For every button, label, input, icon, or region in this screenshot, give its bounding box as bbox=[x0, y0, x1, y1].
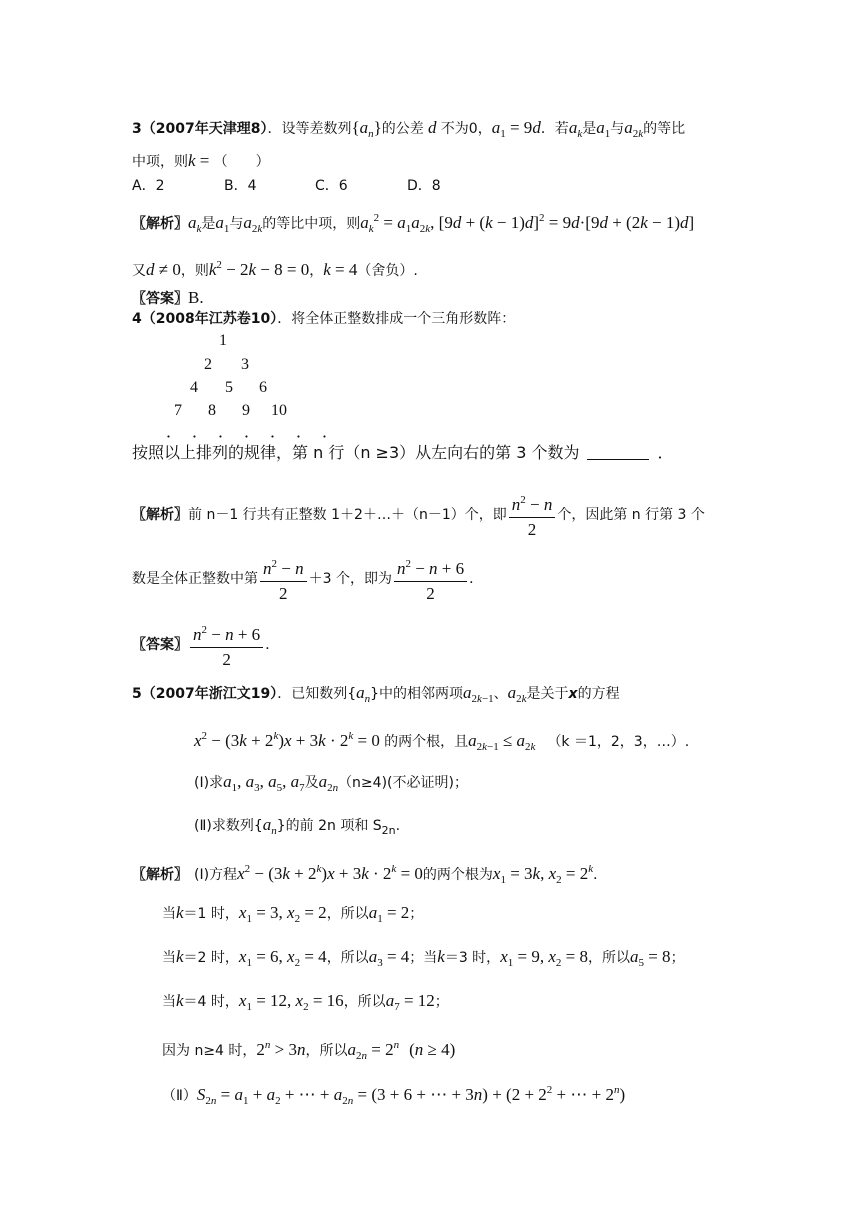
triangle-cell: 4 bbox=[190, 379, 198, 396]
q3-option-a: A．2 bbox=[132, 178, 165, 194]
triangle-ellipsis: ．．．．．．． bbox=[166, 424, 357, 441]
answer-label: 〖答案〗 bbox=[132, 291, 188, 307]
triangle-cell: 8 bbox=[208, 402, 216, 419]
q3-analysis-line2: 又d ≠ 0，则$k^2 - 2k - 8 = 0$，k = 4（舍负）. bbox=[132, 259, 418, 279]
q5-stem-line: 5（2007年浙江文19）．已知数列$\{a_n\}$中的相邻两项$a_{2k-1}$、$a_{2k}$是关于x的方程 bbox=[132, 683, 620, 705]
triangle-cell: 3 bbox=[241, 356, 249, 373]
q5-heading: 5（2007年浙江文19） bbox=[132, 686, 278, 702]
answer-blank bbox=[587, 445, 649, 460]
fraction: $\frac{n^2 - n}{2}$ bbox=[260, 554, 307, 604]
q3-stem-line2: 中项，则k = （ ） bbox=[132, 151, 270, 170]
q4-stem-line: 4（2008年江苏卷10）．将全体正整数排成一个三角形数阵： bbox=[132, 311, 516, 327]
triangle-cell: 10 bbox=[271, 402, 287, 419]
analysis-label: 〖解析〗 bbox=[132, 216, 188, 232]
fraction: $\frac{n^2 - n + 6}{2}$ bbox=[190, 620, 263, 670]
answer-label: 〖答案〗 bbox=[132, 637, 188, 653]
triangle-cell: 9 bbox=[242, 402, 250, 419]
fraction: $\frac{n^2 - n}{2}$ bbox=[509, 490, 556, 540]
triangle-cell: 5 bbox=[225, 379, 233, 396]
triangle-cell: 2 bbox=[204, 356, 212, 373]
analysis-label: 〖解析〗 bbox=[132, 867, 188, 883]
q3-option-d: D．8 bbox=[407, 178, 441, 194]
q3-stem-line: 3（2007年天津理8）．设等差数列$\{a_n\}$的公差 d 不为0，$a_1 = 9d$．若$a_k$是$a_1$与$a_{2k}$的等比 bbox=[132, 118, 686, 140]
q4-analysis-line2: 数是全体正整数中第 $\frac{n^2 - n}{2}$ ＋3 个，即为 $\frac{n^2 - n + 6}{2}$ ． bbox=[132, 554, 483, 604]
q5-case-k1: 当k＝1 时，$x_1 = 3$, $x_2 = 2$，所以$a_1 = 2$； bbox=[162, 903, 424, 925]
q5-part1: (I)求$a_1$, $a_3$, $a_5$, $a_7$及$a_{2n}(n\ge 4)$(不必证明)； bbox=[194, 772, 468, 794]
q5-equation-line: $x^2 - (3k + 2^k)x + 3k \cdot 2^k = 0$ 的两个根，且$a_{2k-1} \le a_{2k}$ （k ＝1，2，3，…）. bbox=[194, 730, 690, 753]
q5-because-line: 因为 n≥4 时，$2^n > 3n$，所以$a_{2n} = 2^n$ (n ≥ 4) bbox=[162, 1039, 456, 1062]
q3-option-b: B．4 bbox=[224, 178, 257, 194]
triangle-cell: 1 bbox=[219, 332, 227, 349]
q5-case-k2-k3: 当k＝2 时，$x_1 = 6$, $x_2 = 4$，所以$a_3 = 4$；当k＝3 时，$x_1 = 9$, $x_2 = 8$，所以$a_5 = 8$； bbox=[162, 947, 685, 969]
q4-analysis: 〖解析〗前 n－1 行共有正整数 1＋2＋…＋（n－1）个，即 $\frac{n^2 - n}{2}$ 个，因此第 n 行第 3 个 bbox=[132, 490, 705, 540]
q4-question: 按照以上排列的规律，第 n 行（n ≥3）从左向右的第 3 个数为 ． bbox=[132, 443, 674, 462]
analysis-label: 〖解析〗 bbox=[132, 507, 188, 523]
q5-case-k4: 当k＝4 时，$x_1 = 12$, $x_2 = 16$，所以$a_7 = 12$； bbox=[162, 991, 449, 1013]
q3-option-c: C．6 bbox=[315, 178, 348, 194]
fraction: $\frac{n^2 - n + 6}{2}$ bbox=[394, 554, 467, 604]
q3-heading: 3（2007年天津理8） bbox=[132, 121, 268, 137]
triangle-cell: 7 bbox=[174, 402, 182, 419]
q4-heading: 4（2008年江苏卷10） bbox=[132, 311, 278, 327]
q3-answer: 〖答案〗B. bbox=[132, 288, 204, 307]
q5-part2: (Ⅱ)求数列$\{a_n\}$的前 2n 项和 $S_{2n}$. bbox=[194, 815, 401, 837]
q3-analysis: 〖解析〗$a_k$是$a_1$与$a_{2k}$的等比中项，则$a_k^2 = a_1a_{2k}$, $[9d + (k - 1)d]^2 = 9d\cdot[9d + (2k - 1)d]$ bbox=[132, 212, 695, 235]
q4-answer: 〖答案〗 $\frac{n^2 - n + 6}{2}$ ． bbox=[132, 620, 279, 670]
q5-part2-solution: $(Ⅱ)S_{2n} = a_1 + a_2$ + ⋯ + $a_{2n} = (3 + 6$ + ⋯ + $3n) + (2 + 2^2$ + ⋯ + $2^n$) bbox=[162, 1084, 626, 1107]
part2-label: （Ⅱ） bbox=[162, 1088, 197, 1104]
triangle-cell: 6 bbox=[259, 379, 267, 396]
q5-analysis-line1: 〖解析〗 (I)方程$x^2 - (3k + 2^k)x + 3k \cdot 2^k = 0$的两个根为$x_1 = 3k$, $x_2 = 2^k$． bbox=[132, 863, 608, 886]
